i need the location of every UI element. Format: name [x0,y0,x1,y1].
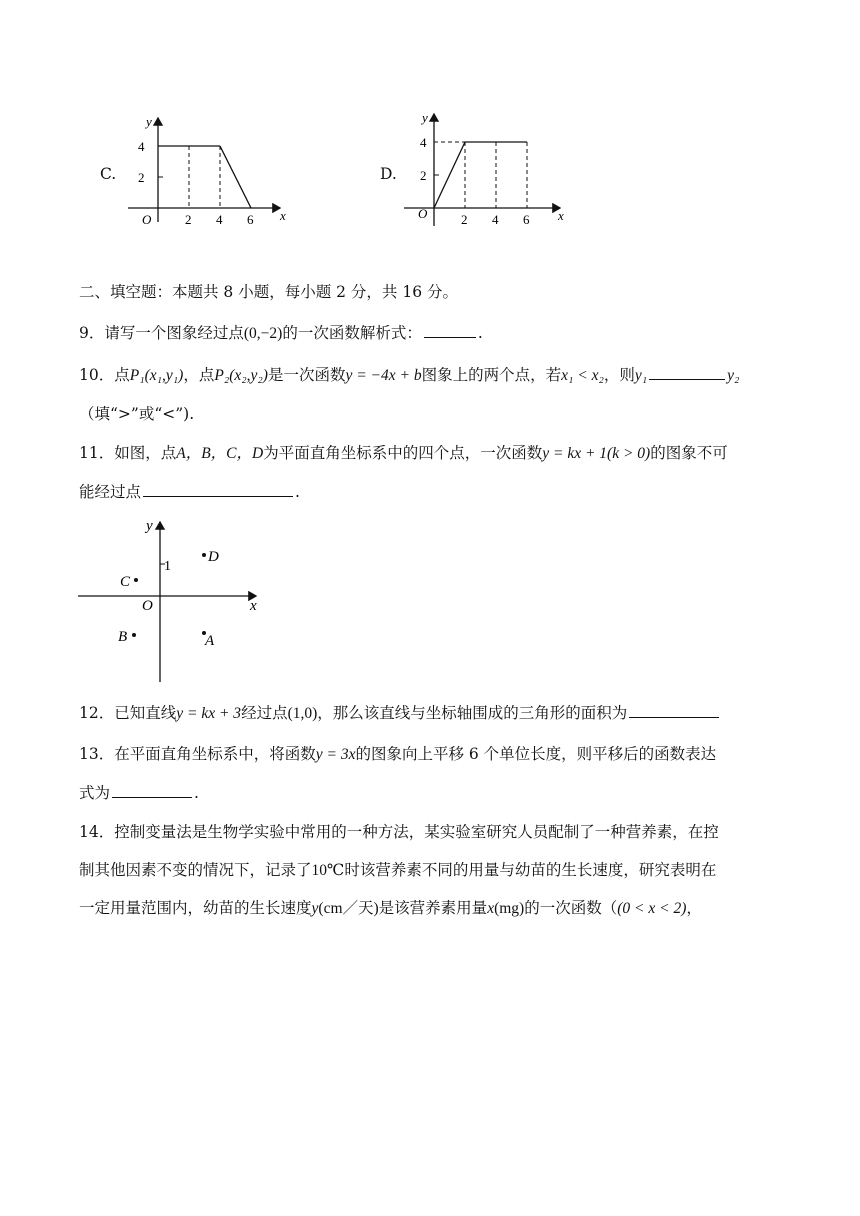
question-10-line2: （填“>”或“<”). [79,405,195,423]
x-tick-2: 2 [461,212,468,227]
y-tick-2: 2 [138,170,145,185]
question-14: 14．控制变量法是生物学实验中常用的一种方法，某实验室研究人员配制了一种营养素，在控 [79,823,719,841]
answer-blank [649,364,725,380]
option-d-graph [396,106,576,230]
section-heading: 二、填空题：本题共 8 小题，每小题 2 分，共 16 分。 [79,283,459,301]
question-12: 12．已知直线y = kx + 3经过点(1,0)，那么该直线与坐标轴围成的三角形的面积为 [79,702,721,725]
origin-label: O [418,206,428,221]
answer-blank [629,702,719,718]
x-axis-label: x [250,598,257,614]
y-axis-label: y [146,518,153,534]
question-13-line2: 式为 . [79,784,199,802]
x-tick-4: 4 [216,212,223,227]
x-axis-label: x [280,208,286,223]
point-b [132,633,136,637]
question-11: 11．如图，点A，B，C，D为平面直角坐标系中的四个点，一次函数y = kx + 1(k > 0)的图象不可 [79,444,728,462]
answer-blank [143,481,293,497]
x-axis-label: x [558,208,564,223]
question-11-line2: 能经过点 . [79,483,300,501]
question-13: 13．在平面直角坐标系中，将函数y = 3x的图象向上平移 6 个单位长度，则平移后的函数表达 [79,745,717,763]
point-b-label: B [118,629,128,645]
answer-blank [424,322,476,338]
x-tick-4: 4 [492,212,499,227]
origin-label: O [142,212,152,227]
point-c [134,578,138,582]
option-c-label: C. [100,165,117,183]
question-10: 10．点P₁(x₁,y₁)，点P₂(x₂,y₂)是一次函数y = −4x + b图象上的两个点，若x₁ < x₂，则y₁ y₂ [79,366,740,384]
x-tick-6: 6 [523,212,530,227]
question-14-line3: 一定用量范围内，幼苗的生长速度y(cm／天)是该营养素用量x(mg)的一次函数（(0 < x < 2)， [79,899,702,917]
option-c-graph [120,110,300,230]
y-axis-label: y [146,114,152,129]
x-tick-6: 6 [247,212,254,227]
x-tick-2: 2 [185,212,192,227]
y-tick-4: 4 [138,139,145,154]
question-9: 9．请写一个图象经过点(0,−2)的一次函数解析式： . [79,324,483,342]
y-axis-label: y [422,110,428,125]
origin-label: O [142,598,153,614]
y-tick-2: 2 [420,168,427,183]
q11-coordinate-figure [74,516,270,688]
tick-1-label: 1 [164,559,171,574]
point-d [202,553,206,557]
question-14-line2: 制其他因素不变的情况下，记录了10℃时该营养素不同的用量与幼苗的生长速度，研究表明在 [79,861,717,879]
answer-blank [112,782,192,798]
option-d-label: D. [380,165,397,183]
point-c-label: C [120,574,131,590]
point-a-label: A [205,633,215,649]
point-d-label: D [208,549,219,565]
y-tick-4: 4 [420,135,427,150]
